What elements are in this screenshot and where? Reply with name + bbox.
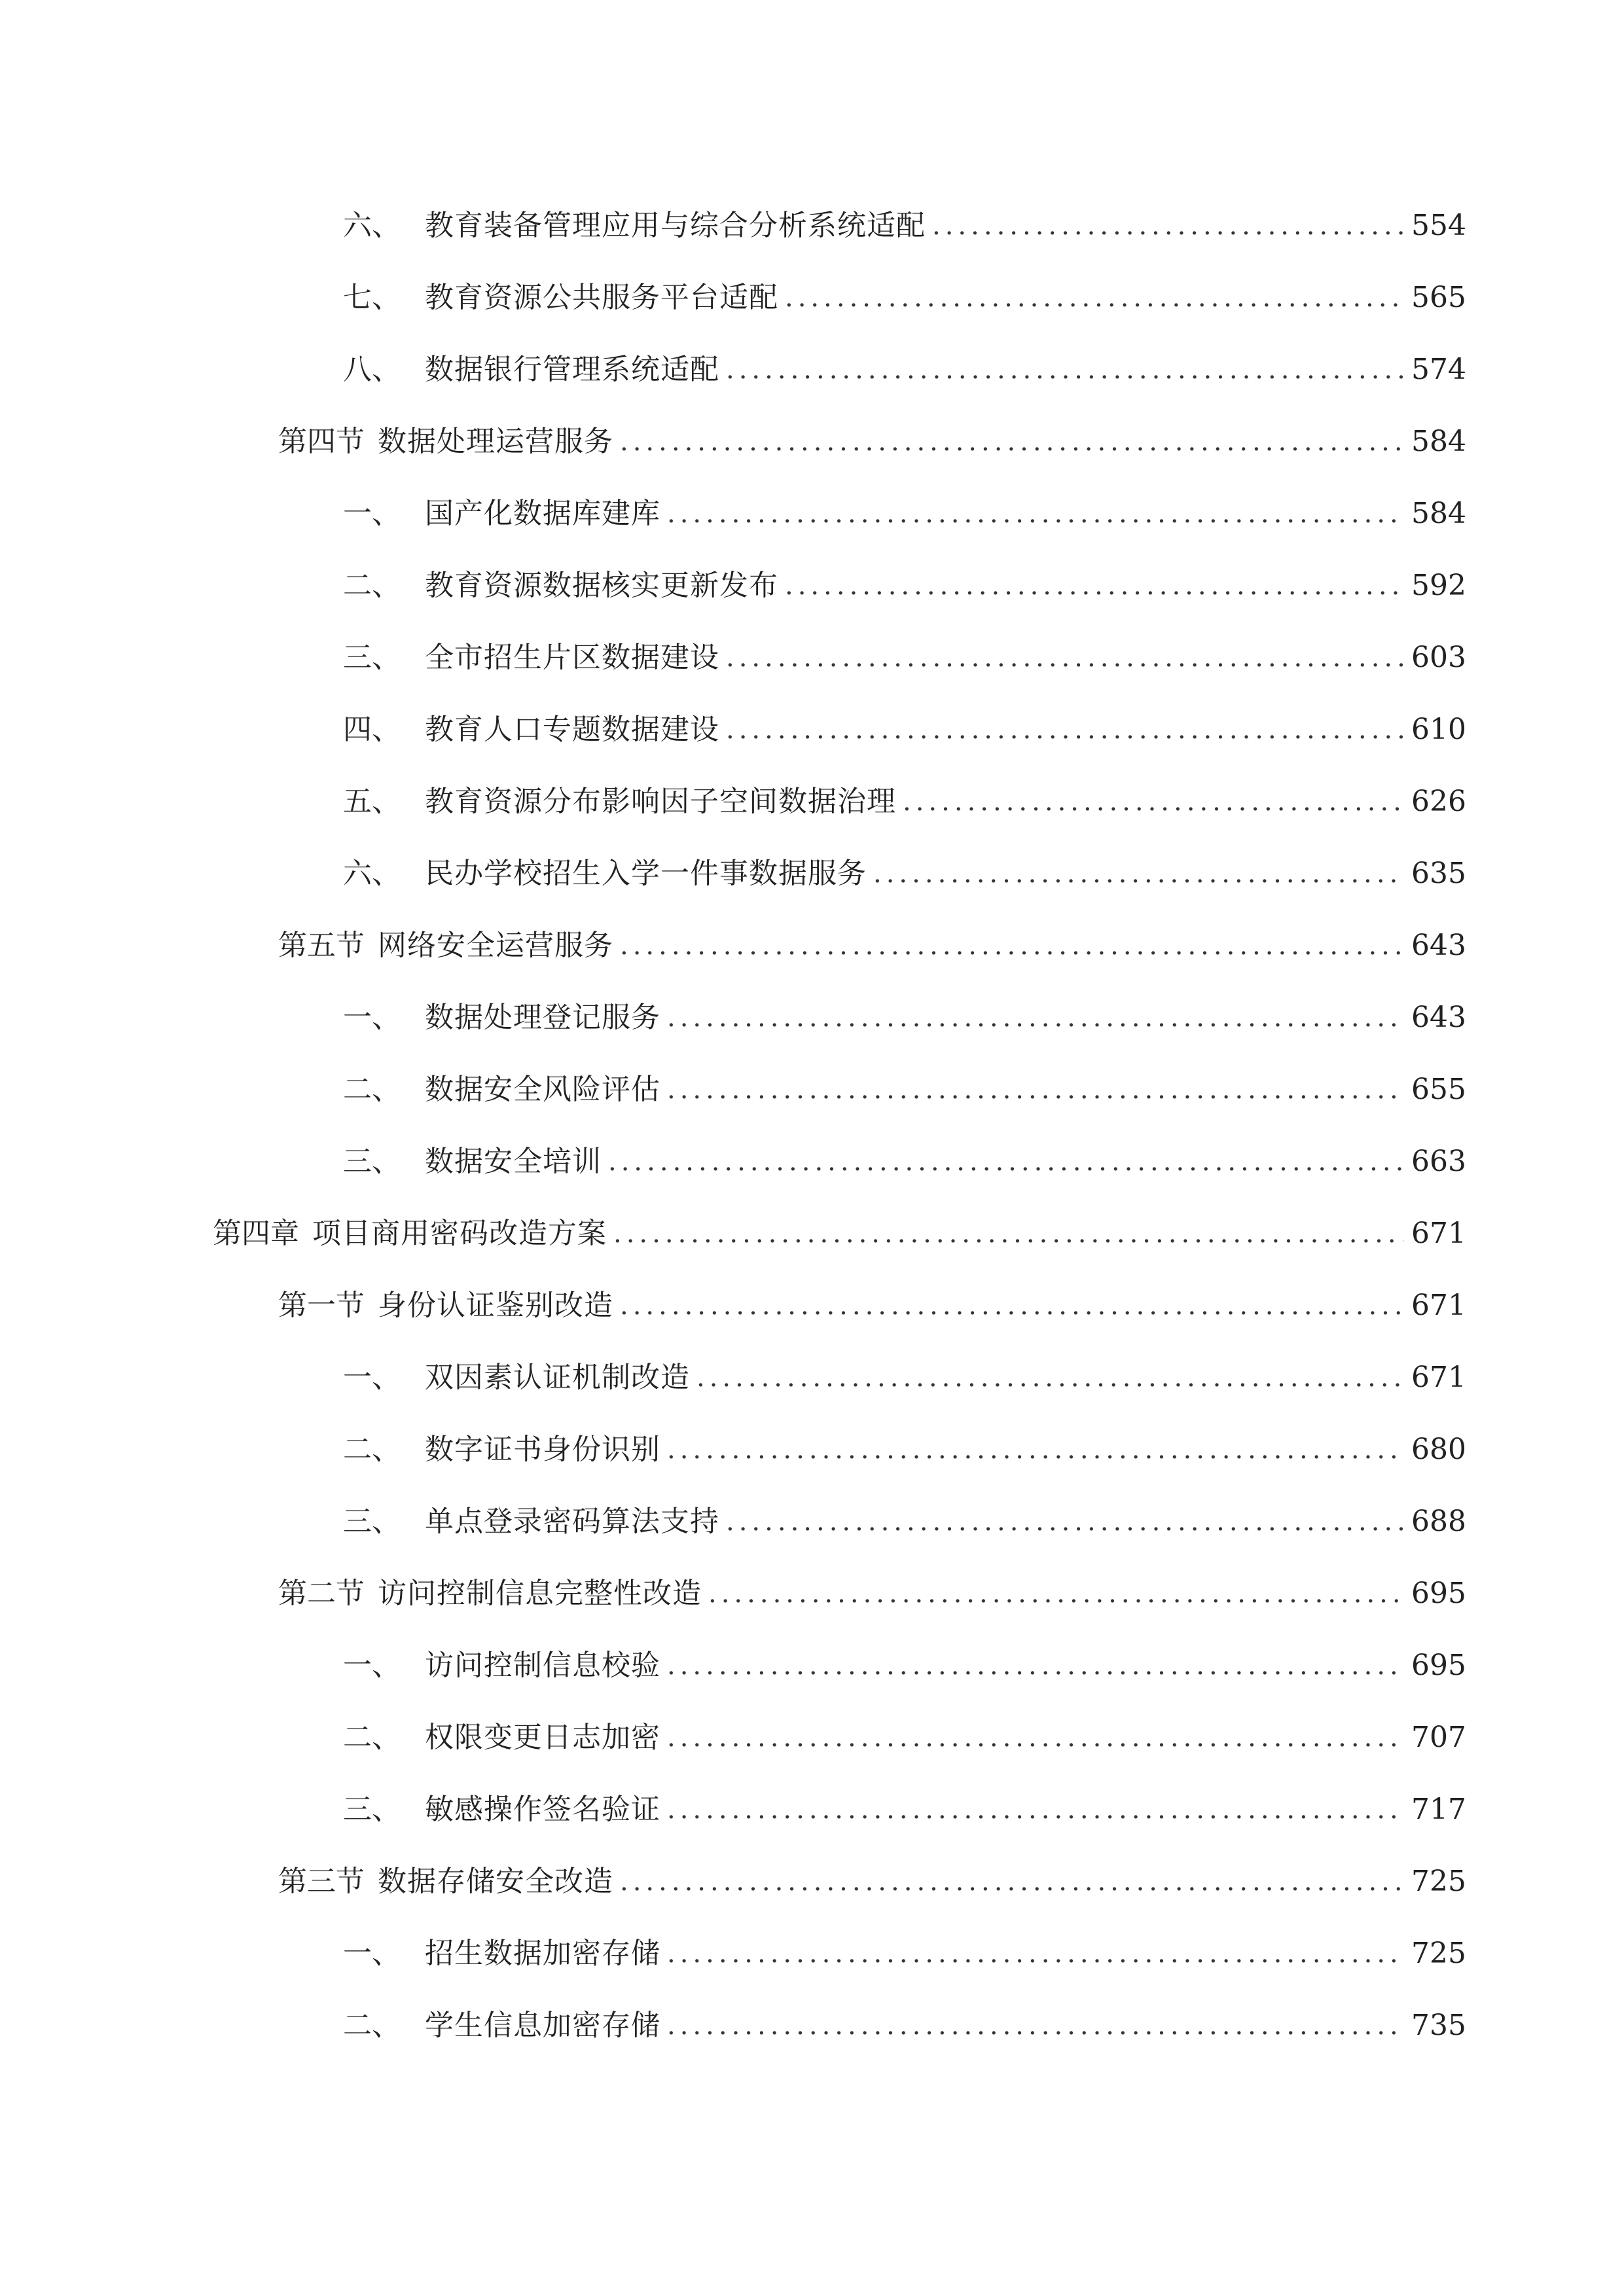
toc-entry-number: 二、 [343, 569, 401, 602]
toc-dot-leader [708, 1581, 1403, 1607]
toc-dot-leader [620, 1869, 1403, 1895]
toc-entry-title: 教育资源公共服务平台适配 [425, 281, 778, 314]
toc-dot-leader [726, 645, 1403, 671]
toc-entry-title: 访问控制信息校验 [425, 1649, 660, 1682]
toc-entry-title: 教育装备管理应用与综合分析系统适配 [425, 209, 926, 242]
toc-entry-number: 三、 [343, 1793, 401, 1826]
toc-entry[interactable] [0, 838, 1466, 910]
toc-dot-leader [667, 1941, 1403, 1967]
toc-entry-number: 三、 [343, 1505, 401, 1538]
toc-dot-leader [667, 1653, 1403, 1679]
toc-entry-page: 643 [1411, 929, 1466, 962]
toc-entry-title: 身份认证鉴别改造 [378, 1289, 613, 1322]
toc-dot-leader [667, 1437, 1403, 1463]
toc-entry-number: 一、 [343, 497, 401, 530]
toc-entry-number: 二、 [343, 2009, 401, 2042]
toc-entry-number: 第五节 [278, 929, 365, 962]
toc-entry-page: 688 [1411, 1505, 1466, 1538]
toc-entry[interactable] [0, 1126, 1466, 1198]
toc-entry-title: 数字证书身份识别 [425, 1433, 660, 1466]
toc-entry-page: 663 [1411, 1145, 1466, 1178]
toc-entry[interactable] [0, 1990, 1466, 2062]
toc-entry-number: 三、 [343, 1145, 401, 1178]
toc-dot-leader [667, 1077, 1403, 1103]
toc-entry-number: 第三节 [278, 1865, 365, 1898]
toc-dot-leader [613, 1221, 1403, 1247]
toc-entry-title: 国产化数据库建库 [425, 497, 660, 530]
toc-dot-leader [873, 861, 1403, 887]
toc-dot-leader [667, 501, 1403, 527]
toc-entry-title: 数据处理登记服务 [425, 1001, 660, 1034]
toc-entry[interactable] [0, 1054, 1466, 1126]
toc-entry-page: 584 [1411, 497, 1466, 530]
toc-dot-leader [667, 2013, 1403, 2039]
toc-entry-title: 敏感操作签名验证 [425, 1793, 660, 1826]
toc-entry-page: 671 [1411, 1217, 1466, 1250]
toc-entry-title: 数据银行管理系统适配 [425, 353, 719, 386]
toc-entry-page: 592 [1411, 569, 1466, 602]
toc-entry-page: 574 [1411, 353, 1466, 386]
toc-entry-number: 第四节 [278, 425, 365, 458]
toc-entry[interactable] [0, 766, 1466, 838]
toc-entry-page: 680 [1411, 1433, 1466, 1466]
toc-dot-leader [726, 717, 1403, 743]
toc-entry-page: 725 [1411, 1937, 1466, 1970]
toc-entry[interactable] [0, 694, 1466, 766]
toc-section-entry[interactable] [0, 1558, 1466, 1630]
toc-entry-page: 584 [1411, 425, 1466, 458]
toc-entry[interactable] [0, 1918, 1466, 1990]
toc-entry-title: 单点登录密码算法支持 [425, 1505, 719, 1538]
toc-entry[interactable] [0, 1702, 1466, 1774]
toc-section-entry[interactable] [0, 406, 1466, 478]
toc-dot-leader [667, 1725, 1403, 1751]
toc-dot-leader [620, 1293, 1403, 1319]
toc-entry-title: 全市招生片区数据建设 [425, 641, 719, 674]
toc-entry[interactable] [0, 1630, 1466, 1702]
toc-entry-number: 四、 [343, 713, 401, 746]
toc-entry[interactable] [0, 334, 1466, 406]
toc-entry-title: 教育资源分布影响因子空间数据治理 [425, 785, 896, 818]
toc-dot-leader [726, 357, 1403, 383]
toc-entry-number: 五、 [343, 785, 401, 818]
toc-entry-page: 717 [1411, 1793, 1466, 1826]
toc-entry-page: 554 [1411, 209, 1466, 242]
toc-entry-number: 六、 [343, 209, 401, 242]
toc-entry[interactable] [0, 190, 1466, 262]
toc-dot-leader [785, 285, 1403, 311]
toc-entry-page: 626 [1411, 785, 1466, 818]
toc-entry-page: 735 [1411, 2009, 1466, 2042]
toc-entry-number: 第四章 [213, 1217, 299, 1250]
toc-entry-page: 695 [1411, 1649, 1466, 1682]
toc-dot-leader [785, 573, 1403, 599]
toc-entry-page: 695 [1411, 1577, 1466, 1610]
toc-entry-page: 707 [1411, 1721, 1466, 1754]
toc-entry-title: 民办学校招生入学一件事数据服务 [425, 857, 867, 890]
toc-entry-number: 一、 [343, 1649, 401, 1682]
toc-dot-leader [932, 213, 1403, 239]
toc-entry-title: 教育人口专题数据建设 [425, 713, 719, 746]
toc-entry-number: 二、 [343, 1073, 401, 1106]
toc-entry-title: 访问控制信息完整性改造 [378, 1577, 702, 1610]
toc-entry-number: 七、 [343, 281, 401, 314]
toc-section-entry[interactable] [0, 1270, 1466, 1342]
toc-dot-leader [608, 1149, 1403, 1175]
toc-entry-number: 第一节 [278, 1289, 365, 1322]
toc-entry-number: 六、 [343, 857, 401, 890]
toc-entry-title: 数据处理运营服务 [378, 425, 613, 458]
toc-entry-page: 671 [1411, 1289, 1466, 1322]
toc-section-entry[interactable] [0, 1846, 1466, 1918]
toc-dot-leader [696, 1365, 1403, 1391]
toc-entry-title: 招生数据加密存储 [425, 1937, 660, 1970]
toc-entry[interactable] [0, 262, 1466, 334]
toc-entry-title: 项目商用密码改造方案 [312, 1217, 607, 1250]
toc-entry-title: 双因素认证机制改造 [425, 1361, 690, 1394]
toc-dot-leader [726, 1509, 1403, 1535]
toc-entry-number: 八、 [343, 353, 401, 386]
toc-entry[interactable] [0, 1414, 1466, 1486]
toc-entry[interactable] [0, 478, 1466, 550]
table-of-contents [0, 190, 1624, 2062]
toc-entry[interactable] [0, 550, 1466, 622]
toc-dot-leader [667, 1797, 1403, 1823]
toc-dot-leader [620, 933, 1403, 959]
toc-entry-page: 671 [1411, 1361, 1466, 1394]
toc-entry-title: 学生信息加密存储 [425, 2009, 660, 2042]
toc-entry-page: 610 [1411, 713, 1466, 746]
toc-entry-number: 一、 [343, 1001, 401, 1034]
toc-entry-number: 二、 [343, 1433, 401, 1466]
toc-entry-page: 635 [1411, 857, 1466, 890]
toc-entry-page: 565 [1411, 281, 1466, 314]
toc-dot-leader [667, 1005, 1403, 1031]
toc-chapter-entry[interactable] [0, 1198, 1466, 1270]
toc-entry-title: 数据存储安全改造 [378, 1865, 613, 1898]
toc-entry-number: 二、 [343, 1721, 401, 1754]
toc-entry-page: 603 [1411, 641, 1466, 674]
toc-entry-page: 725 [1411, 1865, 1466, 1898]
toc-entry-number: 一、 [343, 1937, 401, 1970]
toc-entry-title: 数据安全培训 [425, 1145, 602, 1178]
toc-entry-title: 权限变更日志加密 [425, 1721, 660, 1754]
toc-section-entry[interactable] [0, 910, 1466, 982]
toc-entry-title: 教育资源数据核实更新发布 [425, 569, 778, 602]
toc-dot-leader [903, 789, 1403, 815]
toc-entry-page: 643 [1411, 1001, 1466, 1034]
toc-entry-number: 一、 [343, 1361, 401, 1394]
toc-entry-page: 655 [1411, 1073, 1466, 1106]
toc-entry[interactable] [0, 1486, 1466, 1558]
toc-dot-leader [620, 429, 1403, 455]
toc-entry-title: 网络安全运营服务 [378, 929, 613, 962]
toc-entry[interactable] [0, 982, 1466, 1054]
toc-entry-number: 三、 [343, 641, 401, 674]
toc-entry-number: 第二节 [278, 1577, 365, 1610]
toc-entry[interactable] [0, 1774, 1466, 1846]
toc-entry[interactable] [0, 622, 1466, 694]
toc-entry-title: 数据安全风险评估 [425, 1073, 660, 1106]
toc-entry[interactable] [0, 1342, 1466, 1414]
